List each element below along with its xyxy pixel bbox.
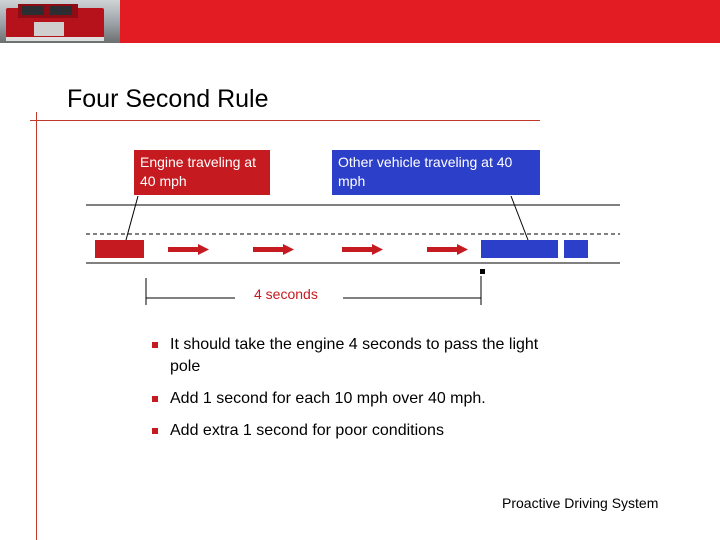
- light-pole-icon: [480, 269, 485, 274]
- time-span-label: 4 seconds: [254, 286, 318, 302]
- right-arrow-icon: [427, 244, 468, 255]
- engine-label: Engine traveling at 40 mph: [134, 150, 270, 195]
- bullet-list: [150, 334, 570, 452]
- bullet-item: [150, 420, 570, 442]
- engine-pointer-line: [126, 196, 138, 240]
- engine-vehicle: [95, 240, 144, 258]
- bullet-item: [150, 334, 570, 378]
- other-pointer-line: [511, 196, 528, 240]
- other-vehicle-trailer: [564, 240, 588, 258]
- bullet-text: Add extra 1 second for poor conditions: [170, 422, 444, 439]
- other-vehicle-body: [481, 240, 558, 258]
- other-vehicle-label: Other vehicle traveling at 40 mph: [332, 150, 540, 195]
- bullet-marker: [152, 428, 158, 434]
- bullet-marker: [152, 396, 158, 402]
- footer-text: Proactive Driving System: [502, 495, 659, 511]
- right-arrow-icon: [342, 244, 383, 255]
- right-arrow-icon: [253, 244, 294, 255]
- slide-title: Four Second Rule: [67, 85, 269, 113]
- bullet-text: It should take the engine 4 seconds to pass the light pole: [170, 336, 539, 375]
- bullet-marker: [152, 342, 158, 348]
- right-arrow-icon: [168, 244, 209, 255]
- bullet-text: Add 1 second for each 10 mph over 40 mph.: [170, 390, 486, 407]
- bullet-item: [150, 388, 570, 410]
